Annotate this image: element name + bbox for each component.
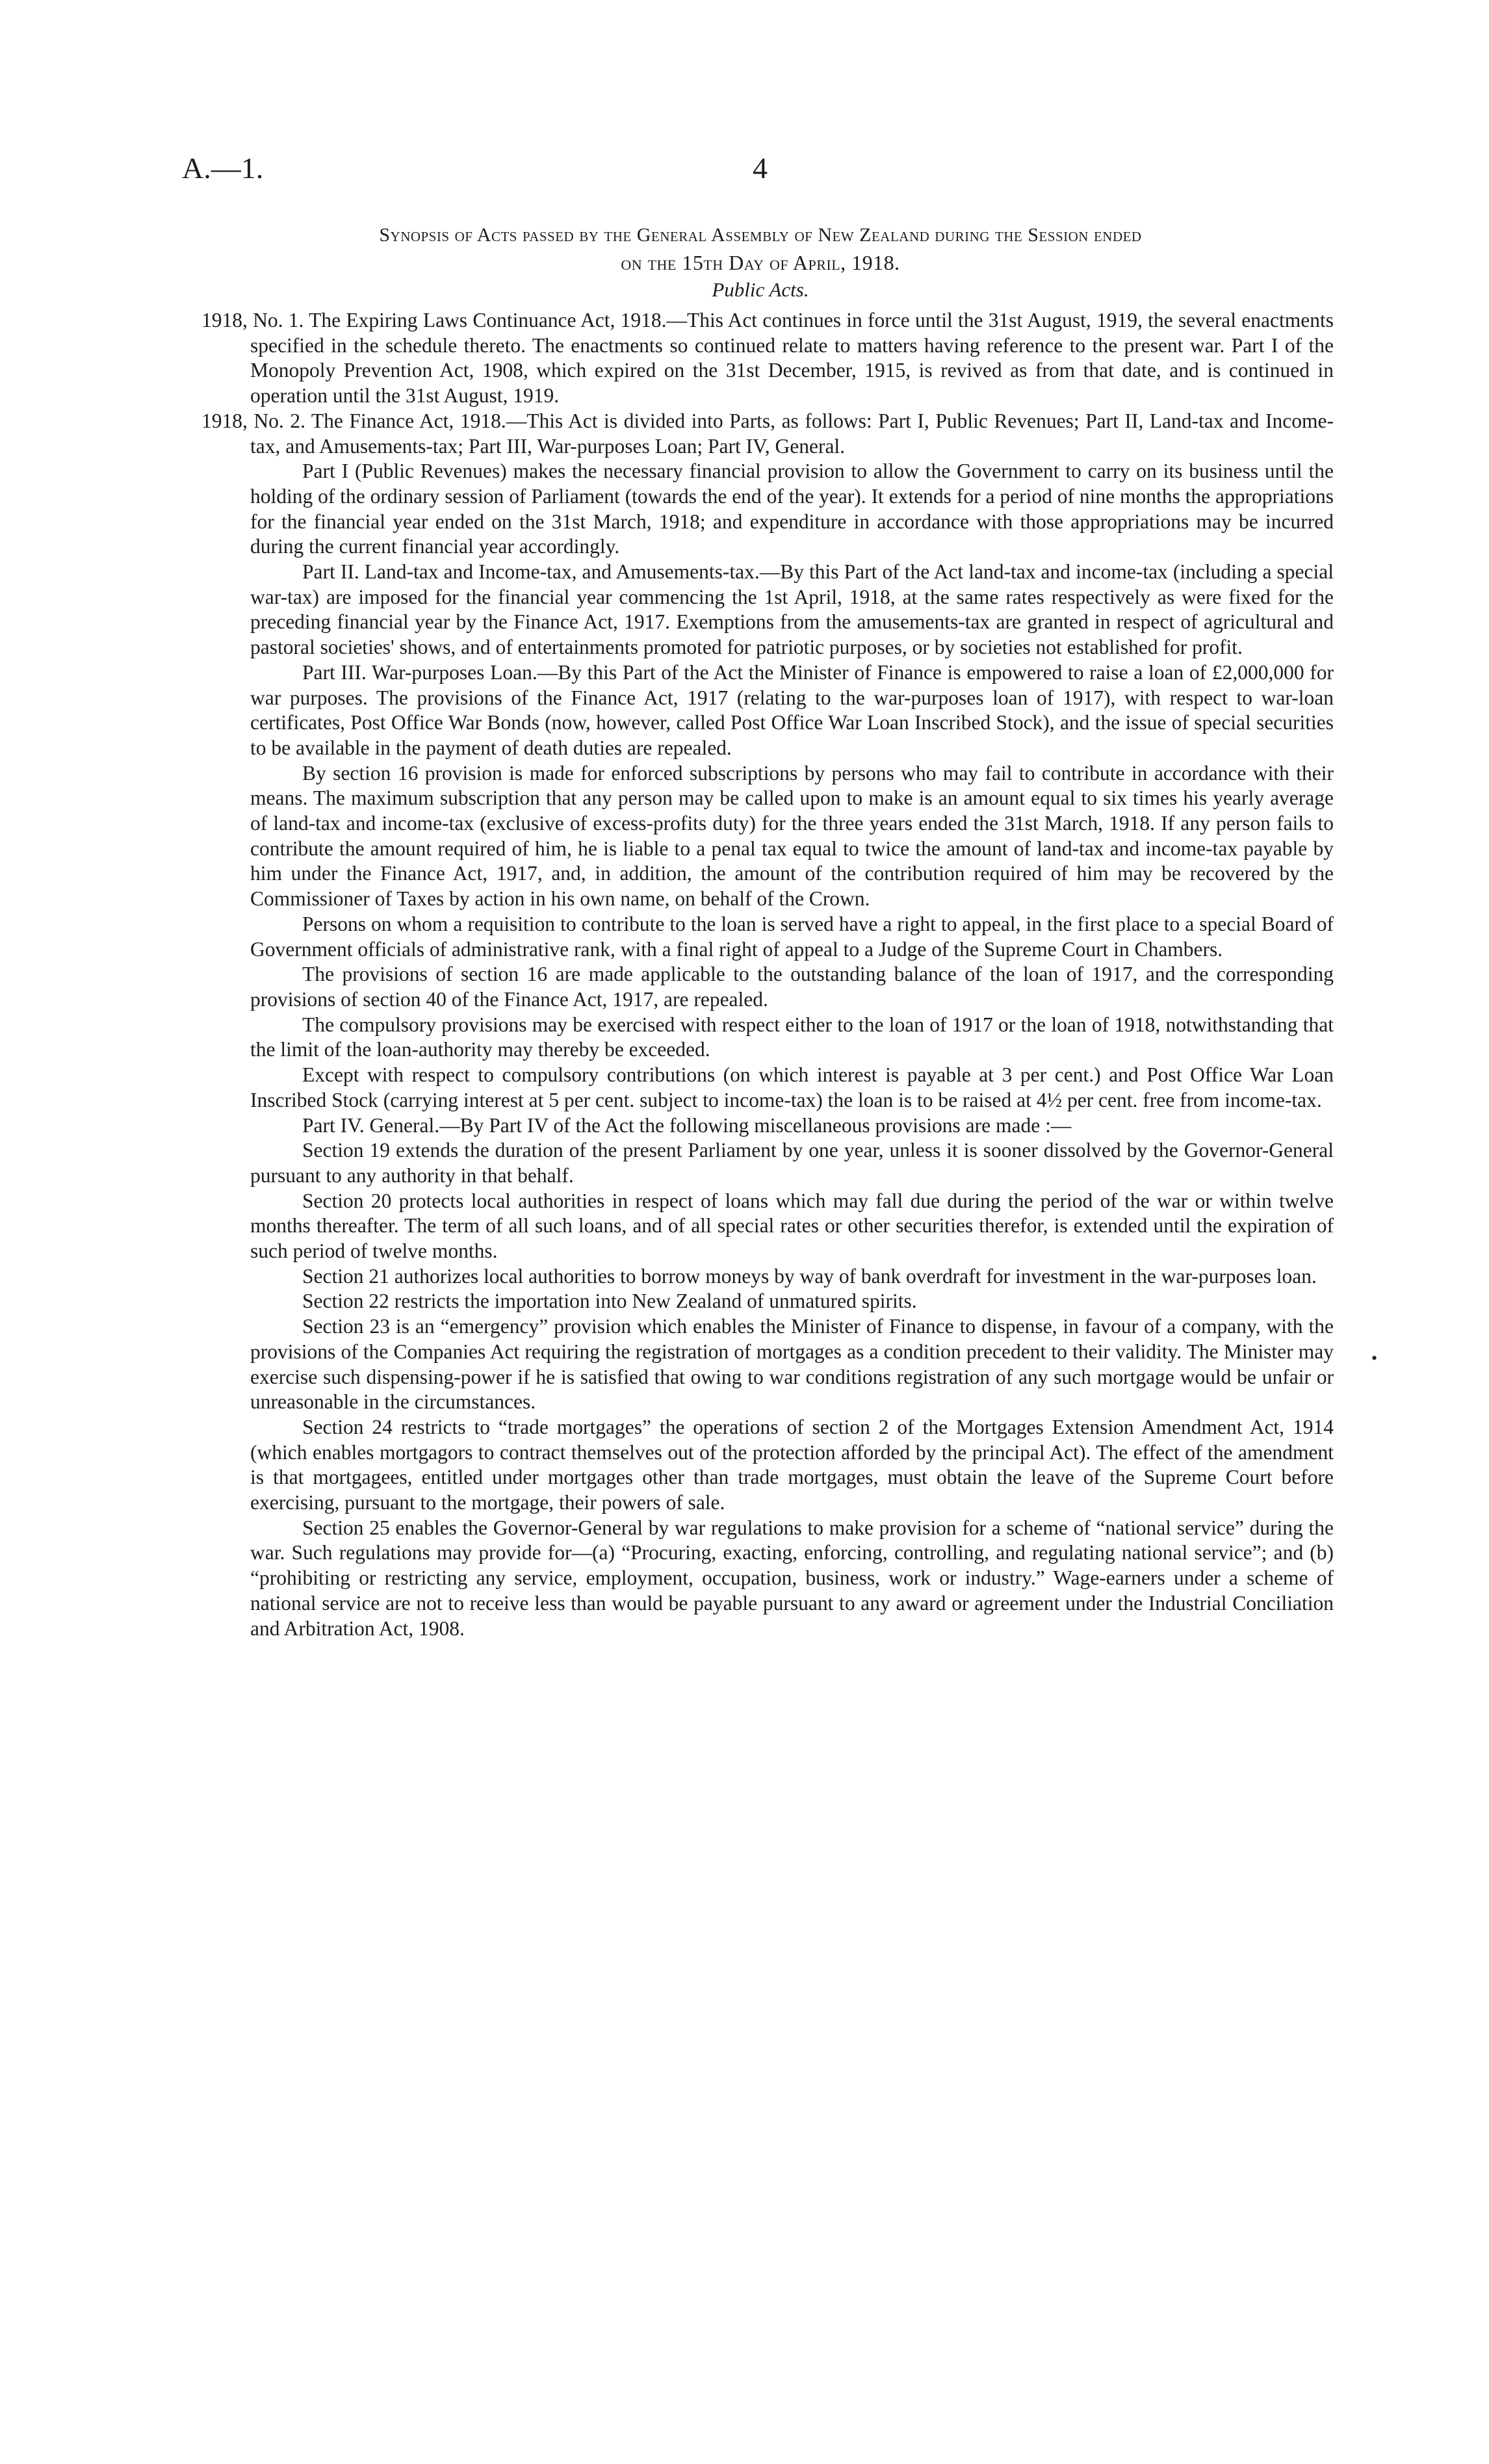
page-reference: A.—1. (182, 151, 264, 185)
paragraph-part-4: Part IV. General.—By Part IV of the Act the following miscellaneous provisions are made :— (302, 1113, 1072, 1137)
paragraph-interest: Except with respect to compulsory contributions (on which interest is payable at 3 per cent.) and Post Office War Loan Inscribed Stock (carrying interest at 5 per cent. subject to income-tax) the loan is to be raised at 4½ per cent. free from income-tax. (250, 1063, 1334, 1111)
paragraph-section-16-1917: The provisions of section 16 are made applicable to the outstanding balance of the loan of 1917, and the corresponding provisions of section 40 of the Finance Act, 1917, are repealed. (250, 963, 1334, 1011)
paragraph-part-1: Part I (Public Revenues) makes the necessary financial provision to allow the Government to carry on its business until the holding of the ordinary session of Parliament (towards the end of the year). It extends for a period of nine months the appropriations for the financial year ended on the 31st March, 1918; and expenditure in accordance with those appropriations may be incurred during the current financial year accordingly. (250, 460, 1334, 558)
paragraph-section-21: Section 21 authorizes local authorities to borrow moneys by way of bank overdraft for investment in the war-purposes loan. (302, 1264, 1317, 1288)
paragraph-section-23: Section 23 is an “emergency” provision which enables the Minister of Finance to dispense, in favour of a company, with the provisions of the Companies Act requiring the registration of mortgages as a condition precedent to their validity. The Minister may exercise such dispensing-power if he is satisfied that owing to war conditions registration of any such mortgage would be unfair or unreasonable in the circumstances. (250, 1315, 1334, 1414)
page-title-line-1: Synopsis of Acts passed by the General Assembly of New Zealand during the Session ended (379, 224, 1142, 246)
paragraph-section-25: Section 25 enables the Governor-General by war regulations to make provision for a scheme of “national service” during the war. Such regulations may provide for—(a) “Procuring, exacting, enforcing, controlling, and regulating national service”; and (b) “prohibiting or restricting any service, employment, occupation, business, work or industry.” Wage-earners under a scheme of national service are not to receive less than would be payable pursuant to any award or agreement under the Industrial Conciliation and Arbitration Act, 1908. (250, 1516, 1334, 1640)
margin-mark-dot: • (1371, 1349, 1378, 1368)
document-body (201, 308, 1334, 1641)
paragraph-section-16: By section 16 provision is made for enforced subscriptions by persons who may fail to contribute in accordance with their means. The maximum subscription that any person may be called upon to make is an amount equal to six times his yearly average of land-tax and income-tax (exclusive of excess-profits duty) for the three years ended the 31st March, 1918. If any person fails to contribute the amount required of him, he is liable to a penal tax equal to twice the amount of land-tax and income-tax payable by him under the Finance Act, 1917, and, in addition, the amount of the contribution required of him may be recovered by the Commissioner of Taxes by action in his own name, on behalf of the Crown. (250, 761, 1334, 911)
paragraph-appeal: Persons on whom a requisition to contribute to the loan is served have a right to appeal, in the first place to a special Board of Government officials of administrative rank, with a final right of appeal to a Judge of the Supreme Court in Chambers. (250, 912, 1334, 961)
section-title: Public Acts. (712, 278, 809, 301)
page-title-line-2: on the 15th Day of April, 1918. (621, 251, 900, 274)
paragraph-section-24: Section 24 restricts to “trade mortgages” the operations of section 2 of the Mortgages Extension Amendment Act, 1914 (which enables mortgagors to contract themselves out of the protection afforded by the principal Act). The effect of the amendment is that mortgagees, entitled under mortgages other than trade mortgages, must obtain the leave of the Supreme Court before exercising, pursuant to the mortgage, their powers of sale. (250, 1415, 1334, 1514)
paragraph-part-3: Part III. War-purposes Loan.—By this Part of the Act the Minister of Finance is empowered to raise a loan of £2,000,000 for war purposes. The provisions of the Finance Act, 1917 (relating to the war-purposes loan of 1917), with respect to war-loan certificates, Post Office War Bonds (now, however, called Post Office War Loan Inscribed Stock), and the issue of special securities to be available in the payment of death duties are repealed. (250, 660, 1334, 759)
page-number: 4 (753, 151, 768, 185)
page-header (182, 151, 1352, 190)
paragraph-section-22: Section 22 restricts the importation into New Zealand of unmatured spirits. (302, 1290, 917, 1313)
paragraph-section-19: Section 19 extends the duration of the present Parliament by one year, unless it is sooner dissolved by the Governor-General pursuant to any authority in that behalf. (250, 1139, 1334, 1187)
act-entry-no-1: 1918, No. 1. The Expiring Laws Continuance Act, 1918.—This Act continues in force until the 31st August, 1919, the several enactments specified in the schedule thereto. The enactments so continued relate to matters having reference to the present war. Part I of the Monopoly Prevention Act, 1908, which expired on the 31st December, 1915, is revived as from that date, and is continued in operation until the 31st August, 1919. (201, 309, 1334, 408)
paragraph-part-2: Part II. Land-tax and Income-tax, and Amusements-tax.—By this Part of the Act land-tax and income-tax (including a special war-tax) are imposed for the financial year commencing the 1st April, 1918, at the same rates respectively as were fixed for the preceding financial year by the Finance Act, 1917. Exemptions from the amusements-tax are granted in respect of agricultural and pastoral societies' shows, and of entertainments promoted for patriotic purposes, or by societies not established for profit. (250, 560, 1334, 659)
paragraph-compulsory: The compulsory provisions may be exercised with respect either to the loan of 1917 or the loan of 1918, notwithstanding that the limit of the loan-authority may thereby be exceeded. (250, 1013, 1334, 1061)
act-entry-no-2: 1918, No. 2. The Finance Act, 1918.—This Act is divided into Parts, as follows: Part I, Public Revenues; Part II, Land-tax and Income-tax, and Amusements-tax; Part III, War-purposes Loan; Part IV, General. (201, 409, 1334, 458)
page-title (175, 221, 1345, 277)
paragraph-section-20: Section 20 protects local authorities in respect of loans which may fall due during the period of the war or within twelve months thereafter. The term of all such loans, and of all special rates or other securities therefor, is extended until the expiration of such period of twelve months. (250, 1189, 1334, 1263)
